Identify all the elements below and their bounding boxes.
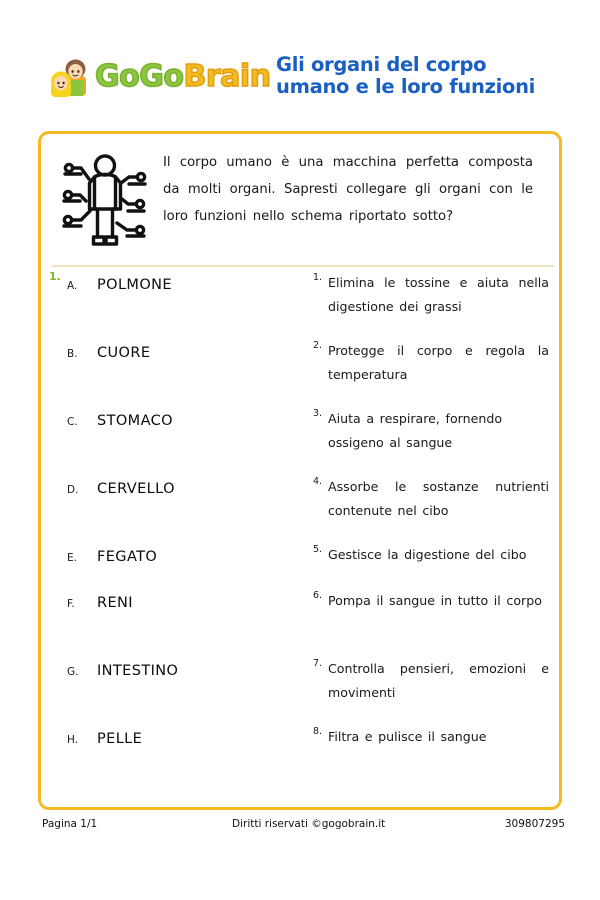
footer-copyright: Diritti riservati ©gogobrain.it xyxy=(232,818,386,830)
footer-page-number: Pagina 1/1 xyxy=(42,818,98,830)
organ-letter-c: C. xyxy=(67,416,78,428)
function-text-4: Assorbe le sostanze nutrienti contenute nel cibo xyxy=(328,479,549,518)
organ-letter-d: D. xyxy=(67,484,79,496)
organ-name-g: INTESTINO xyxy=(97,663,179,679)
page-title xyxy=(276,54,588,98)
organ-letter-h: H. xyxy=(67,734,79,746)
organ-name-c: STOMACO xyxy=(97,413,173,429)
organ-item-a[interactable] xyxy=(67,277,307,293)
function-item-5[interactable] xyxy=(313,543,549,567)
organ-name-h: PELLE xyxy=(97,731,143,747)
page-header xyxy=(0,52,600,112)
function-number-6: 6. xyxy=(313,590,323,601)
organ-item-d[interactable] xyxy=(67,481,307,497)
organ-letter-f: F. xyxy=(67,598,75,610)
organ-item-g[interactable] xyxy=(67,663,307,679)
function-text-7: Controlla pensieri, emozioni e movimenti xyxy=(328,661,549,700)
brand-logo xyxy=(48,56,271,98)
question-number: 1. xyxy=(49,270,61,283)
two-children-faces-icon xyxy=(48,56,94,98)
brand-wordmark xyxy=(95,59,271,94)
section-divider xyxy=(52,265,554,267)
function-item-7[interactable] xyxy=(313,657,549,705)
organ-item-b[interactable] xyxy=(67,345,307,361)
organ-letter-g: G. xyxy=(67,666,79,678)
organ-letter-b: B. xyxy=(67,348,78,360)
footer-document-id: 309807295 xyxy=(504,818,565,830)
organ-letter-a: A. xyxy=(67,280,78,292)
organ-name-a: POLMONE xyxy=(97,277,172,293)
function-number-8: 8. xyxy=(313,726,323,737)
worksheet-content-box xyxy=(38,131,562,810)
brand-wordmark-go: GoGo xyxy=(95,59,184,94)
function-number-4: 4. xyxy=(313,476,323,487)
function-text-6: Pompa il sangue in tutto il corpo xyxy=(328,593,542,608)
function-number-1: 1. xyxy=(313,272,323,283)
function-item-4[interactable] xyxy=(313,475,549,523)
page-title-line-1: Gli organi del corpo xyxy=(276,53,487,76)
matching-exercise xyxy=(41,272,559,797)
function-text-5: Gestisce la digestione del cibo xyxy=(328,547,527,562)
function-item-6[interactable] xyxy=(313,589,549,613)
function-item-3[interactable] xyxy=(313,407,549,455)
function-item-8[interactable] xyxy=(313,725,549,749)
function-text-3: Aiuta a respirare, fornendo ossigeno al sangue xyxy=(328,411,503,450)
organ-item-c[interactable] xyxy=(67,413,307,429)
function-text-8: Filtra e pulisce il sangue xyxy=(328,729,487,744)
human-body-circuit-icon xyxy=(59,147,151,251)
organ-letter-e: E. xyxy=(67,552,77,564)
function-text-2: Protegge il corpo e regola la temperatura xyxy=(328,343,549,382)
function-number-5: 5. xyxy=(313,544,323,555)
organ-item-h[interactable] xyxy=(67,731,307,747)
organ-item-e[interactable] xyxy=(67,549,307,565)
brand-wordmark-brain: Brain xyxy=(183,59,271,94)
function-number-2: 2. xyxy=(313,340,323,351)
function-item-2[interactable] xyxy=(313,339,549,387)
intro-section xyxy=(41,134,559,251)
organ-name-b: CUORE xyxy=(97,345,151,361)
page-title-line-2: umano e le loro funzioni xyxy=(276,75,536,98)
page-footer xyxy=(0,818,600,838)
function-number-7: 7. xyxy=(313,658,323,669)
organ-name-d: CERVELLO xyxy=(97,481,175,497)
organ-name-e: FEGATO xyxy=(97,549,158,565)
function-item-1[interactable] xyxy=(313,271,549,319)
function-number-3: 3. xyxy=(313,408,323,419)
intro-text: Il corpo umano è una macchina perfetta composta da molti organi. Sapresti collegare gli organi con le loro funzioni nello schema riportato sotto? xyxy=(163,155,533,224)
function-text-1: Elimina le tossine e aiuta nella digestione dei grassi xyxy=(328,275,549,314)
organ-item-f[interactable] xyxy=(67,595,307,611)
organ-name-f: RENI xyxy=(97,595,133,611)
